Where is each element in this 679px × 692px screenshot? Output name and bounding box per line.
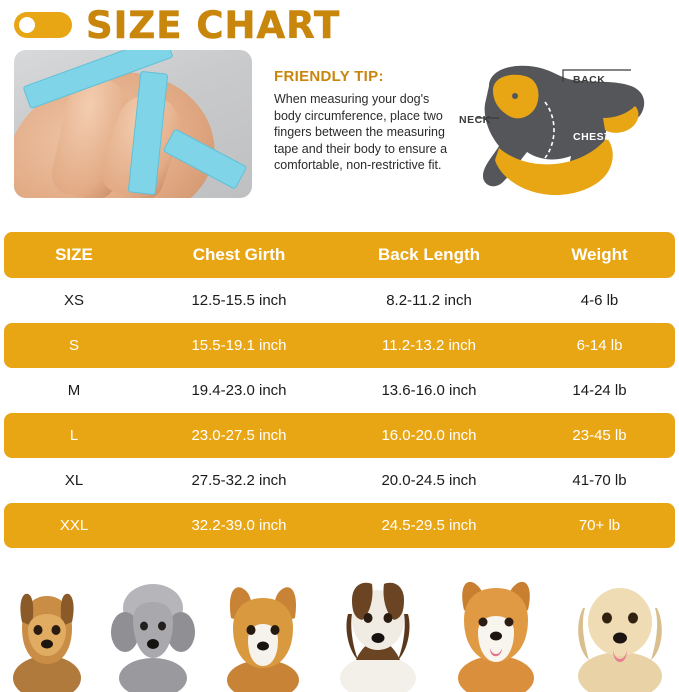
cell-size: XXL xyxy=(59,517,89,534)
table-row xyxy=(4,503,675,548)
cell-chest: 19.4-23.0 inch xyxy=(191,382,287,399)
cell-weight: 41-70 lb xyxy=(572,472,627,489)
cell-chest: 12.5-15.5 inch xyxy=(191,292,287,309)
cell-size: M xyxy=(67,382,81,399)
column-header-chest: Chest Girth xyxy=(192,245,286,264)
diagram-label-back: BACK xyxy=(573,74,606,86)
table-header-row xyxy=(4,232,675,278)
dog-photo-corgi xyxy=(215,576,311,692)
table-row xyxy=(4,278,675,323)
friendly-tip xyxy=(252,50,455,174)
cell-back: 20.0-24.5 inch xyxy=(381,472,477,489)
cell-chest: 32.2-39.0 inch xyxy=(191,517,287,534)
dog-photo-beagle xyxy=(328,568,428,692)
header xyxy=(0,0,679,46)
cell-chest: 15.5-19.1 inch xyxy=(191,337,287,354)
cell-chest: 23.0-27.5 inch xyxy=(191,427,287,444)
cell-size: XS xyxy=(63,292,84,309)
dog-breed-strip xyxy=(0,567,679,692)
info-row xyxy=(0,46,679,224)
tip-title: FRIENDLY TIP: xyxy=(274,68,384,85)
diagram-label-neck: NECK xyxy=(459,114,491,126)
column-header-size: SIZE xyxy=(55,245,93,264)
cell-back: 16.0-20.0 inch xyxy=(381,427,477,444)
page-title: SIZE CHART xyxy=(86,3,341,47)
cell-size: XL xyxy=(64,472,84,489)
toggle-pill-icon xyxy=(14,12,72,38)
dog-harness-diagram xyxy=(455,56,669,216)
table-row xyxy=(4,413,675,458)
measuring-tape-photo xyxy=(14,50,252,198)
cell-weight: 70+ lb xyxy=(578,517,621,534)
size-chart-table xyxy=(4,232,675,548)
table-row xyxy=(4,458,675,503)
dog-photo-yorkshire-terrier xyxy=(4,582,90,692)
dog-photo-shiba-inu xyxy=(444,570,548,692)
dog-photo-poodle xyxy=(107,574,199,692)
cell-weight: 14-24 lb xyxy=(572,382,627,399)
table-row xyxy=(4,323,675,368)
cell-weight: 6-14 lb xyxy=(576,337,623,354)
cell-size: L xyxy=(69,427,79,444)
dog-photo-golden-retriever xyxy=(565,566,675,692)
cell-back: 24.5-29.5 inch xyxy=(381,517,477,534)
dog-eye xyxy=(512,93,518,99)
cell-back: 13.6-16.0 inch xyxy=(381,382,477,399)
cell-weight: 4-6 lb xyxy=(580,292,619,309)
cell-back: 8.2-11.2 inch xyxy=(386,292,472,309)
cell-chest: 27.5-32.2 inch xyxy=(191,472,287,489)
diagram-label-chest: CHEST xyxy=(573,131,612,143)
cell-back: 11.2-13.2 inch xyxy=(382,337,476,354)
table-row xyxy=(4,368,675,413)
column-header-back: Back Length xyxy=(377,245,481,264)
cell-weight: 23-45 lb xyxy=(572,427,627,444)
tip-body: When measuring your dog's body circumference, place two fingers between the measuring tape and their body to ensure a comfortable, non-restrictive fit. xyxy=(274,92,448,172)
column-header-weight: Weight xyxy=(571,245,628,264)
cell-size: S xyxy=(68,337,79,354)
dog-diagram-svg xyxy=(455,56,669,216)
